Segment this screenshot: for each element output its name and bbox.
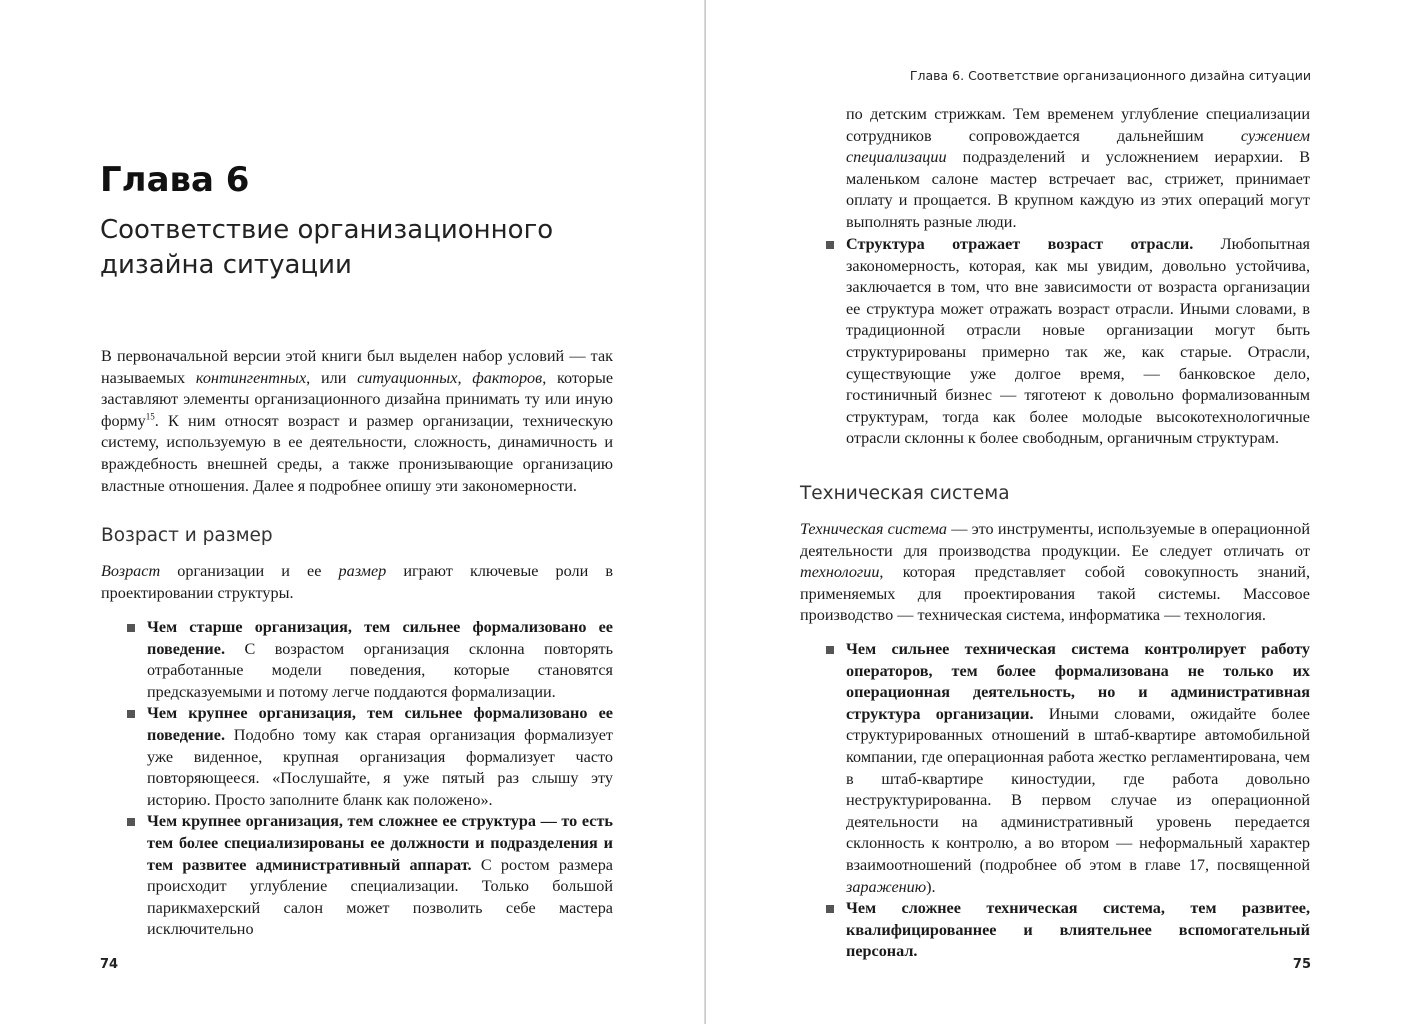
running-head: Глава 6. Соответствие организационного дизайна ситуации [909, 68, 1311, 83]
footnote-ref[interactable]: 15 [145, 411, 155, 422]
bullet-list-right-bottom [846, 639, 1310, 963]
bullet-list-right-top [846, 234, 1310, 450]
list-item: Чем крупнее организация, тем сильнее формализовано ее поведение. Подобно тому как старая организация формализует уже виденное, крупная организация формализует часто повторяющееся. «Послушайте, я уже пятый раз слышу эту историю. Просто заполните бланк как положено». [147, 703, 613, 811]
list-item: Чем сложнее техническая система, тем развитее, квалифицированнее и влиятельнее вспомогательный персонал. [846, 898, 1310, 963]
section-intro-paragraph: Возраст организации и ее размер играют ключевые роли в проектировании структуры. [101, 562, 613, 602]
square-bullet-icon [826, 905, 834, 913]
list-item: Структура отражает возраст отрасли. Любопытная закономерность, которая, как мы увидим, довольно устойчива, заключается в том, что вне зависимости от возраста организации ее структура может отражать возраст отрасли. Иными словами, в традиционной отрасли новые организации могут быть структурированы примерно так же, как старые. Отрасли, существующие уже долгое время, — банковское дело, гостиничный бизнес — тяготеют к довольно формализованным структурам, тогда как более молодые высокотехнологичные отрасли склонны к более свободным, органичным структурам. [846, 234, 1310, 450]
square-bullet-icon [127, 818, 135, 826]
list-item: Чем крупнее организация, тем сложнее ее структура — то есть тем более специализированы ее должности и подразделения и тем развитее административный аппарат. С ростом размера происходит углубление специализации. Только большой парикмахерский салон может позволить себе мастера исключительно [147, 811, 613, 941]
list-item: Чем старше организация, тем сильнее формализовано ее поведение. С возрастом организация склонна повторять отработанные модели поведения, которые становятся предсказуемыми и потому легче поддаются формализации. [147, 617, 613, 703]
list-item: Чем сильнее техническая система контролирует работу операторов, тем более формализована не только их операционная деятельность, но и административная структура организации. Иными словами, ожидайте более структурированных отношений в штаб-квартире автомобильной компании, где операционная работа жестко регламентирована, чем в штаб-квартире киностудии, где работа довольно неструктурированна. В первом случае из операционной деятельности на административный уровень передается склонность к контролю, а во втором — неформальный характер взаимоотношений (подробнее об этом в главе 17, посвященной заражению). [846, 639, 1310, 898]
square-bullet-icon [826, 241, 834, 249]
intro-paragraph: В первоначальной версии этой книги был выделен набор условий — так называемых контингентных, или ситуационных, факторов, которые заставляют элементы организационного дизайна принимать ту или иную форму$^{15}$. К ним относят возраст и размер организации, техническую систему, используемую в ее деятельности, сложность, динамичность и враждебность внешней среды, а также пронизывающие организацию властные отношения. Далее я подробнее опишу эти закономерности. [101, 347, 614, 495]
square-bullet-icon [826, 646, 834, 654]
chapter-label: Глава 6 [100, 160, 250, 200]
page-number-left: 74 [100, 957, 119, 972]
square-bullet-icon [127, 710, 135, 718]
chapter-title: Соответствие организационного дизайна ситуации [100, 215, 554, 280]
technical-intro-paragraph: Техническая система — это инструменты, используемые в операционной деятельности для производства продукции. Ее следует отличать от технологии, которая представляет собой совокупность знаний, применяемых для проектирования такой системы. Массовое производство — техническая система, информатика — технология. [800, 520, 1310, 625]
page-number-right: 75 [1292, 957, 1311, 972]
bullet-list-left [147, 617, 613, 941]
section-heading-technical-system: Техническая система [800, 483, 1010, 504]
right-page [706, 0, 1410, 1024]
continuation-paragraph: по детским стрижкам. Тем временем углубление специализации сотрудников сопровождается дальнейшим сужением специализации подразделений и усложнением иерархии. В маленьком салоне мастер встречает вас, стрижет, принимает оплату и прощается. В крупном каждую из этих операций могут выполнять разные люди. [846, 105, 1310, 231]
square-bullet-icon [127, 624, 135, 632]
section-heading-age-size: Возраст и размер [101, 525, 273, 546]
